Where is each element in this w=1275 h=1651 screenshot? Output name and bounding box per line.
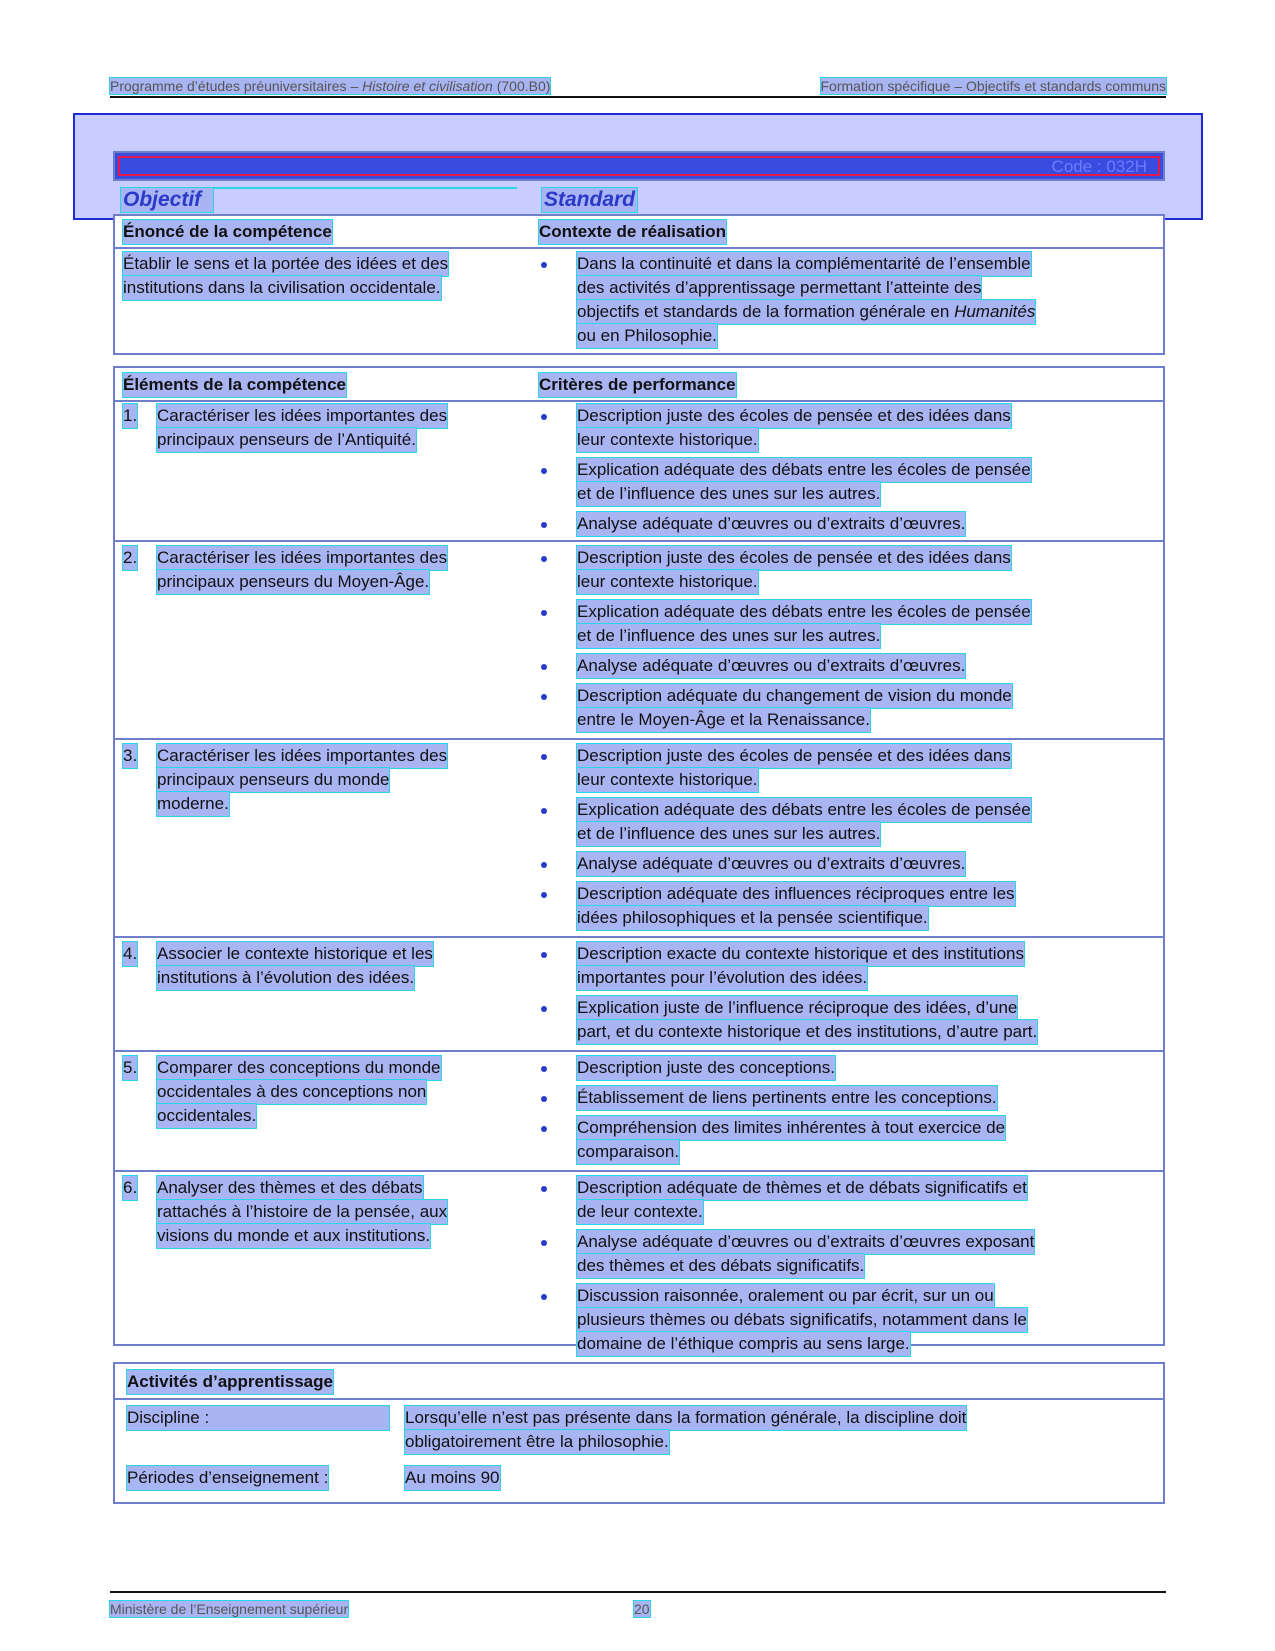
element-text: Associer le contexte historique et les (157, 942, 433, 966)
elements-header: Éléments de la compétence (123, 373, 346, 397)
criterion-line: leur contexte historique. (577, 768, 758, 792)
bullet-icon (541, 664, 547, 670)
bullet-icon (541, 610, 547, 616)
element-text: Caractériser les idées importantes des (157, 546, 447, 570)
element-text: principaux penseurs de l’Antiquité. (157, 428, 416, 452)
criteres-header: Critères de performance (539, 373, 736, 397)
elements-table (113, 366, 1165, 1353)
enonce-line: Établir le sens et la portée des idées et des (123, 252, 448, 276)
row-divider (115, 400, 1163, 402)
criterion-line: Description adéquate du changement de vision du monde (577, 684, 1012, 708)
code-bar-highlight (118, 156, 1160, 176)
bullet-icon (541, 1126, 547, 1132)
element-text: moderne. (157, 792, 229, 816)
criterion-line: Discussion raisonnée, oralement ou par écrit, sur un ou (577, 1284, 994, 1308)
discipline-label: Discipline : (127, 1406, 389, 1430)
criterion-line: Établissement de liens pertinents entre les conceptions. (577, 1086, 997, 1110)
element-text: rattachés à l’histoire de la pensée, aux (157, 1200, 447, 1224)
row-divider (115, 247, 1163, 249)
element-number: 6. (123, 1176, 137, 1200)
enonce-header: Énoncé de la compétence (123, 220, 332, 244)
element-text: principaux penseurs du Moyen-Âge. (157, 570, 429, 594)
bullet-icon (541, 1006, 547, 1012)
bullet-icon (541, 952, 547, 958)
criterion-line: entre le Moyen-Âge et la Renaissance. (577, 708, 870, 732)
criterion-line: comparaison. (577, 1140, 679, 1164)
criterion-line: part, et du contexte historique et des institutions, d’autre part. (577, 1020, 1037, 1044)
page-header (110, 72, 1166, 98)
row-divider (115, 1398, 1163, 1400)
contexte-line: ou en Philosophie. (577, 324, 717, 348)
bullet-icon (541, 556, 547, 562)
element-number: 1. (123, 404, 137, 428)
bullet-icon (541, 1294, 547, 1300)
bullet-icon (541, 1096, 547, 1102)
criterion-line: des thèmes et des débats significatifs. (577, 1254, 864, 1278)
page-footer (110, 1591, 1166, 1617)
periodes-label: Périodes d’enseignement : (127, 1466, 328, 1490)
header-right: Formation spécifique – Objectifs et standards communs (820, 78, 1166, 94)
code-bar (113, 151, 1165, 181)
discipline-value: Lorsqu’elle n’est pas présente dans la formation générale, la discipline doit (405, 1406, 966, 1430)
criterion-line: de leur contexte. (577, 1200, 703, 1224)
objectif-label: Objectif (121, 188, 213, 212)
bullet-icon (541, 694, 547, 700)
activites-table (113, 1362, 1165, 1504)
criterion-line: Analyse adéquate d’œuvres ou d’extraits d’œuvres exposant (577, 1230, 1034, 1254)
element-text: institutions à l’évolution des idées. (157, 966, 414, 990)
bullet-icon (541, 1066, 547, 1072)
criterion-line: plusieurs thèmes ou débats significatifs, notamment dans le (577, 1308, 1027, 1332)
bullet-icon (541, 808, 547, 814)
row-divider (115, 936, 1163, 938)
contexte-line: objectifs et standards de la formation générale en Humanités (577, 300, 1035, 324)
periodes-value: Au moins 90 (405, 1466, 500, 1490)
bullet-icon (541, 892, 547, 898)
criterion-line: et de l’influence des unes sur les autres. (577, 822, 880, 846)
criterion-line: Explication adéquate des débats entre les écoles de pensée (577, 600, 1031, 624)
element-number: 5. (123, 1056, 137, 1080)
bullet-icon (541, 262, 547, 268)
element-text: principaux penseurs du monde (157, 768, 389, 792)
row-divider (115, 738, 1163, 740)
criterion-line: Description juste des conceptions. (577, 1056, 835, 1080)
criterion-line: importantes pour l’évolution des idées. (577, 966, 867, 990)
criterion-line: Explication adéquate des débats entre les écoles de pensée (577, 798, 1031, 822)
criterion-line: et de l’influence des unes sur les autres. (577, 482, 880, 506)
contexte-line: des activités d’apprentissage permettant l’atteinte des (577, 276, 981, 300)
criterion-line: Description juste des écoles de pensée et des idées dans (577, 404, 1011, 428)
enonce-line: institutions dans la civilisation occidentale. (123, 276, 441, 300)
element-text: Analyser des thèmes et des débats (157, 1176, 423, 1200)
bullet-icon (541, 522, 547, 528)
bullet-icon (541, 1240, 547, 1246)
element-text: Caractériser les idées importantes des (157, 744, 447, 768)
element-number: 4. (123, 942, 137, 966)
criterion-line: Description exacte du contexte historique et des institutions (577, 942, 1024, 966)
criterion-line: Compréhension des limites inhérentes à tout exercice de (577, 1116, 1005, 1140)
criterion-line: leur contexte historique. (577, 570, 758, 594)
element-text: occidentales. (157, 1104, 256, 1128)
element-text: occidentales à des conceptions non (157, 1080, 426, 1104)
bullet-icon (541, 862, 547, 868)
contexte-line: Dans la continuité et dans la complémentarité de l’ensemble (577, 252, 1031, 276)
element-number: 2. (123, 546, 137, 570)
element-text: Comparer des conceptions du monde (157, 1056, 441, 1080)
header-left: Programme d’études préuniversitaires – Histoire et civilisation (700.B0) (110, 78, 551, 94)
row-divider (115, 1050, 1163, 1052)
contexte-header: Contexte de réalisation (539, 220, 726, 244)
element-number: 3. (123, 744, 137, 768)
criterion-line: leur contexte historique. (577, 428, 758, 452)
discipline-value: obligatoirement être la philosophie. (405, 1430, 669, 1454)
criterion-line: Analyse adéquate d’œuvres ou d’extraits d’œuvres. (577, 512, 965, 536)
element-text: visions du monde et aux institutions. (157, 1224, 430, 1248)
row-divider (115, 540, 1163, 542)
bullet-icon (541, 1186, 547, 1192)
criterion-line: domaine de l’éthique compris au sens large. (577, 1332, 910, 1356)
activites-header: Activités d’apprentissage (127, 1370, 333, 1394)
footer-left: Ministère de l’Enseignement supérieur (110, 1601, 349, 1617)
bullet-icon (541, 414, 547, 420)
criterion-line: Description juste des écoles de pensée et des idées dans (577, 546, 1011, 570)
criterion-line: Analyse adéquate d’œuvres ou d’extraits d’œuvres. (577, 654, 965, 678)
competence-table (113, 214, 1165, 355)
criterion-line: Explication adéquate des débats entre les écoles de pensée (577, 458, 1031, 482)
bullet-icon (541, 754, 547, 760)
bullet-icon (541, 468, 547, 474)
criterion-line: Analyse adéquate d’œuvres ou d’extraits d’œuvres. (577, 852, 965, 876)
criterion-line: Description adéquate des influences réciproques entre les (577, 882, 1015, 906)
page-number: 20 (634, 1601, 650, 1617)
criterion-line: idées philosophiques et la pensée scientifique. (577, 906, 928, 930)
standard-label: Standard (544, 188, 636, 211)
criterion-line: Description adéquate de thèmes et de débats significatifs et (577, 1176, 1027, 1200)
code-label: Code : 032H (1051, 157, 1147, 176)
criterion-line: Description juste des écoles de pensée et des idées dans (577, 744, 1011, 768)
criterion-line: et de l’influence des unes sur les autres. (577, 624, 880, 648)
criterion-line: Explication juste de l’influence réciproque des idées, d’une (577, 996, 1017, 1020)
row-divider (115, 1170, 1163, 1172)
element-text: Caractériser les idées importantes des (157, 404, 447, 428)
